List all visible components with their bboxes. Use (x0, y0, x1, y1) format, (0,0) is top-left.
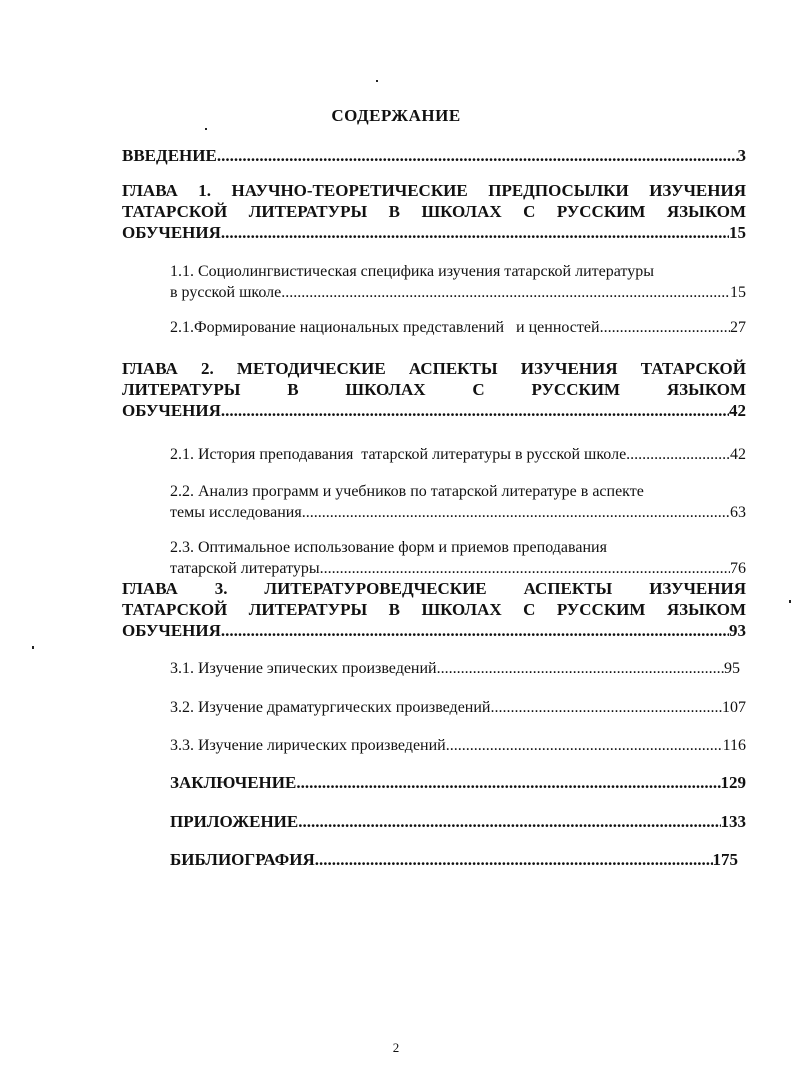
entry-line: ГЛАВА 3. ЛИТЕРАТУРОВЕДЧЕСКИЕ АСПЕКТЫ ИЗУЧЕНИЯ (122, 579, 746, 598)
entry-text: ПРИЛОЖЕНИЕ (170, 812, 299, 831)
entry-line: ЛИТЕРАТУРЫ В ШКОЛАХ С РУССКИМ ЯЗЫКОМ (122, 380, 746, 399)
toc-entry-section-1-1[interactable] (170, 261, 746, 303)
dot-leader (221, 620, 729, 641)
scan-speck (32, 646, 34, 649)
entry-text: ОБУЧЕНИЯ (122, 621, 221, 640)
entry-page: 107 (722, 699, 746, 716)
dot-leader (302, 502, 730, 523)
page-number: 2 (392, 1040, 400, 1055)
entry-text: 2.1.Формирование национальных представлений и ценностей (170, 319, 600, 336)
toc-entry-intro[interactable] (122, 145, 746, 166)
entry-text: ОБУЧЕНИЯ (122, 223, 221, 242)
dot-leader (217, 145, 738, 166)
toc-entry-section-3-2[interactable] (170, 697, 746, 718)
dot-leader (298, 811, 720, 832)
toc-entry-conclusion[interactable] (170, 772, 746, 793)
entry-line: 1.1. Социолингвистическая специфика изучения татарской литературы (170, 263, 654, 280)
entry-line: ТАТАРСКОЙ ЛИТЕРАТУРЫ В ШКОЛАХ С РУССКИМ ЯЗЫКОМ (122, 202, 746, 221)
dot-leader (281, 282, 730, 303)
entry-text: ЗАКЛЮЧЕНИЕ (170, 773, 297, 792)
entry-last-line (170, 282, 746, 303)
dot-leader (626, 444, 730, 465)
toc-title: СОДЕРЖАНИЕ (331, 106, 461, 125)
entry-text: ОБУЧЕНИЯ (122, 401, 221, 420)
entry-text: татарской литературы (170, 560, 320, 577)
toc-entry-section-3-3[interactable] (170, 735, 746, 756)
scan-speck (376, 80, 378, 82)
entry-text: 3.3. Изучение лирических произведений (170, 737, 446, 754)
entry-line: ТАТАРСКОЙ ЛИТЕРАТУРЫ В ШКОЛАХ С РУССКИМ ЯЗЫКОМ (122, 600, 746, 619)
entry-text: 2.1. История преподавания татарской литературы в русской школе (170, 446, 627, 463)
entry-text: ВВЕДЕНИЕ (122, 146, 217, 165)
entry-text: 3.1. Изучение эпических произведений (170, 660, 437, 677)
toc-entry-bibliography[interactable] (170, 849, 738, 870)
entry-page: 15 (729, 223, 746, 242)
entry-page: 63 (730, 504, 746, 521)
dot-leader (296, 772, 720, 793)
entry-page: 27 (730, 319, 746, 336)
scan-speck (789, 600, 791, 603)
dot-leader (221, 222, 729, 243)
entry-text: темы исследования (170, 504, 302, 521)
entry-text: БИБЛИОГРАФИЯ (170, 850, 315, 869)
entry-last-line (122, 620, 746, 641)
entry-page: 175 (712, 850, 738, 869)
toc-entry-appendix[interactable] (170, 811, 746, 832)
entry-line: ГЛАВА 2. МЕТОДИЧЕСКИЕ АСПЕКТЫ ИЗУЧЕНИЯ ТАТАРСКОЙ (122, 359, 746, 378)
scan-speck (205, 128, 207, 130)
dot-leader (437, 658, 724, 679)
entry-last-line (170, 502, 746, 523)
toc-entry-section-2-3[interactable] (170, 537, 746, 579)
toc-entry-section-3-1[interactable] (170, 658, 740, 679)
entry-page: 129 (720, 773, 746, 792)
entry-text: в русской школе (170, 284, 282, 301)
toc-entry-chapter-2[interactable] (122, 358, 746, 421)
entry-line: 2.3. Оптимальное использование форм и приемов преподавания (170, 539, 607, 556)
entry-last-line (122, 400, 746, 421)
dot-leader (446, 735, 723, 756)
entry-page: 95 (724, 660, 740, 677)
dot-leader (221, 400, 729, 421)
toc-entry-chapter-3[interactable] (122, 578, 746, 641)
toc-entry-chapter-1[interactable] (122, 180, 746, 243)
entry-page: 93 (729, 621, 746, 640)
entry-last-line (122, 222, 746, 243)
entry-page: 42 (729, 401, 746, 420)
entry-page: 15 (730, 284, 746, 301)
toc-entry-section-2-1-history[interactable] (170, 444, 746, 465)
dot-leader (320, 558, 730, 579)
entry-page: 116 (722, 737, 746, 754)
entry-page: 42 (730, 446, 746, 463)
entry-line: 2.2. Анализ программ и учебников по татарской литературе в аспекте (170, 483, 644, 500)
dot-leader (490, 697, 722, 718)
dot-leader (600, 317, 730, 338)
toc-entry-section-2-2[interactable] (170, 481, 746, 523)
entry-text: 3.2. Изучение драматургических произведений (170, 699, 491, 716)
entry-last-line (170, 558, 746, 579)
dot-leader (315, 849, 713, 870)
entry-page: 3 (737, 146, 746, 165)
entry-page: 76 (730, 560, 746, 577)
entry-line: ГЛАВА 1. НАУЧНО-ТЕОРЕТИЧЕСКИЕ ПРЕДПОСЫЛКИ ИЗУЧЕНИЯ (122, 181, 746, 200)
entry-page: 133 (720, 812, 746, 831)
toc-entry-section-2-1-values[interactable] (170, 317, 746, 338)
